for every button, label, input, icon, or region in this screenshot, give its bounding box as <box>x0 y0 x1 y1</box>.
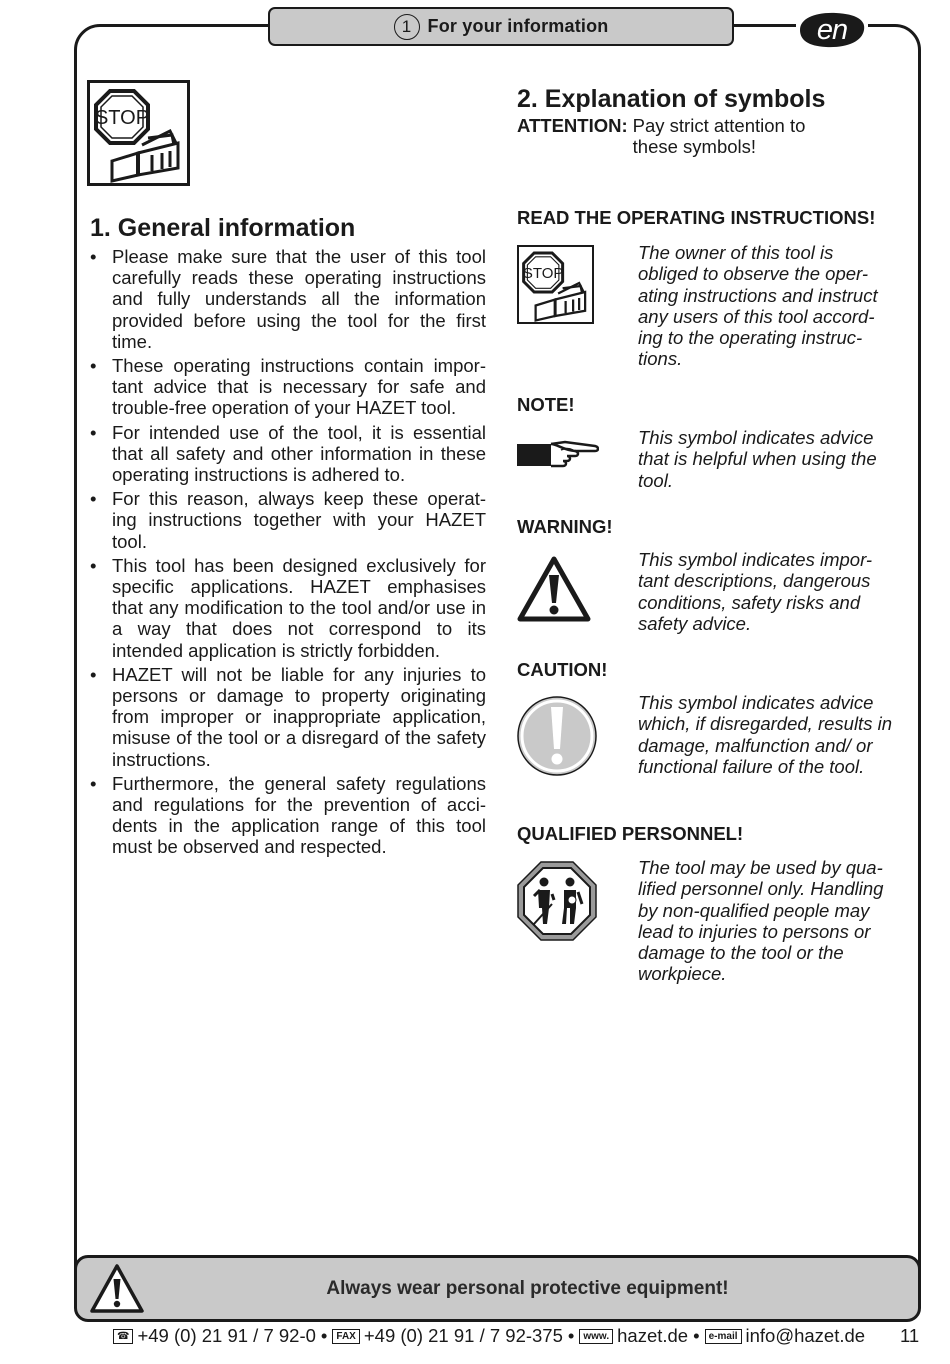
general-information-title: 1. General information <box>90 214 356 242</box>
caution-text: This symbol indicates advice which, if disregarded, results in damage, malfunction and/ or functional failure of the tool. <box>638 692 892 777</box>
separator: • <box>693 1325 700 1346</box>
qualified-personnel-text: The tool may be used by qua-lified personnel only. Handling by non-qualified people may lead to injuries to persons or damage to the tool or the workpiece. <box>638 857 884 985</box>
fax-icon: FAX <box>332 1329 359 1344</box>
list-item: • These operating instructions contain impor-tant advice that is necessary for safe and trouble-free operation of your HAZET tool. <box>90 355 486 419</box>
language-code: en <box>816 13 848 46</box>
phone-number: +49 (0) 21 91 / 7 92-0 <box>137 1325 316 1346</box>
warning-heading: WARNING! <box>517 516 613 537</box>
exclamation-circle-icon <box>516 695 598 782</box>
stop-book-icon <box>517 245 594 324</box>
separator: • <box>320 1325 328 1346</box>
symbols-title: 2. Explanation of symbols <box>517 85 826 113</box>
language-badge <box>796 10 868 50</box>
warning-text: This symbol indicates impor-tant descriptions, dangerous conditions, safety risks and safety advice. <box>638 549 873 634</box>
list-item: • Furthermore, the general safety regulations and regulations for the prevention of acci-dents in the application range of this tool must be observed and respected. <box>90 773 486 858</box>
safety-notice-text: Always wear personal protective equipment! <box>326 1277 729 1299</box>
stop-sign-text: STOP <box>522 264 564 282</box>
qualified-personnel-heading: QUALIFIED PERSONNEL! <box>517 823 744 844</box>
section-number: 1 <box>394 14 420 40</box>
general-information-list <box>90 246 486 861</box>
note-heading: NOTE! <box>517 394 575 415</box>
contact-line <box>113 1325 865 1347</box>
pointing-hand-icon <box>517 438 599 475</box>
list-item: • For intended use of the tool, it is essential that all safety and other information in these operating instructions is adhered to. <box>90 422 486 486</box>
read-instructions-heading: READ THE OPERATING INSTRUCTIONS! <box>517 207 876 228</box>
note-text: This symbol indicates advice that is helpful when using the tool. <box>638 427 877 491</box>
phone-icon: ☎ <box>113 1329 133 1344</box>
website: hazet.de <box>617 1325 689 1346</box>
read-instructions-text: The owner of this tool is obliged to observe the oper-ating instructions and instruct any users of this tool accord-ing to the operating instruc-tions. <box>638 242 878 370</box>
attention-note <box>517 115 813 157</box>
header-title: For your information <box>427 16 609 36</box>
attention-text: Pay strict attention to these symbols! <box>632 115 806 157</box>
stop-book-icon <box>87 80 190 186</box>
warning-triangle-icon <box>516 555 592 628</box>
qualified-personnel-icon <box>516 860 598 947</box>
safety-notice-bar <box>74 1255 921 1322</box>
stop-sign-text: STOP <box>94 107 150 129</box>
web-icon: www. <box>579 1329 613 1344</box>
list-item: • This tool has been designed exclusively for specific applications. HAZET emphasises that any modification to the tool and/or use in a way that does not correspond to its intended application is strictly forbidden. <box>90 555 486 661</box>
list-item: • For this reason, always keep these operat-ing instructions together with your HAZET tool. <box>90 488 486 552</box>
attention-label: ATTENTION: <box>517 115 628 136</box>
caution-heading: CAUTION! <box>517 659 608 680</box>
email-address: info@hazet.de <box>745 1325 866 1346</box>
list-item: • HAZET will not be liable for any injuries to persons or damage to property originating from improper or inappropriate application, misuse of the tool or a disregard of the safety instructions. <box>90 664 486 770</box>
email-icon: e-mail <box>705 1329 742 1344</box>
list-item: • Please make sure that the user of this tool carefully reads these operating instructions and fully understands all the information provided before using the tool for the first time. <box>90 246 486 352</box>
separator: • <box>567 1325 575 1346</box>
header-tab <box>268 7 734 46</box>
fax-number: +49 (0) 21 91 / 7 92-375 <box>363 1325 563 1346</box>
page-number: 11 <box>900 1325 920 1346</box>
